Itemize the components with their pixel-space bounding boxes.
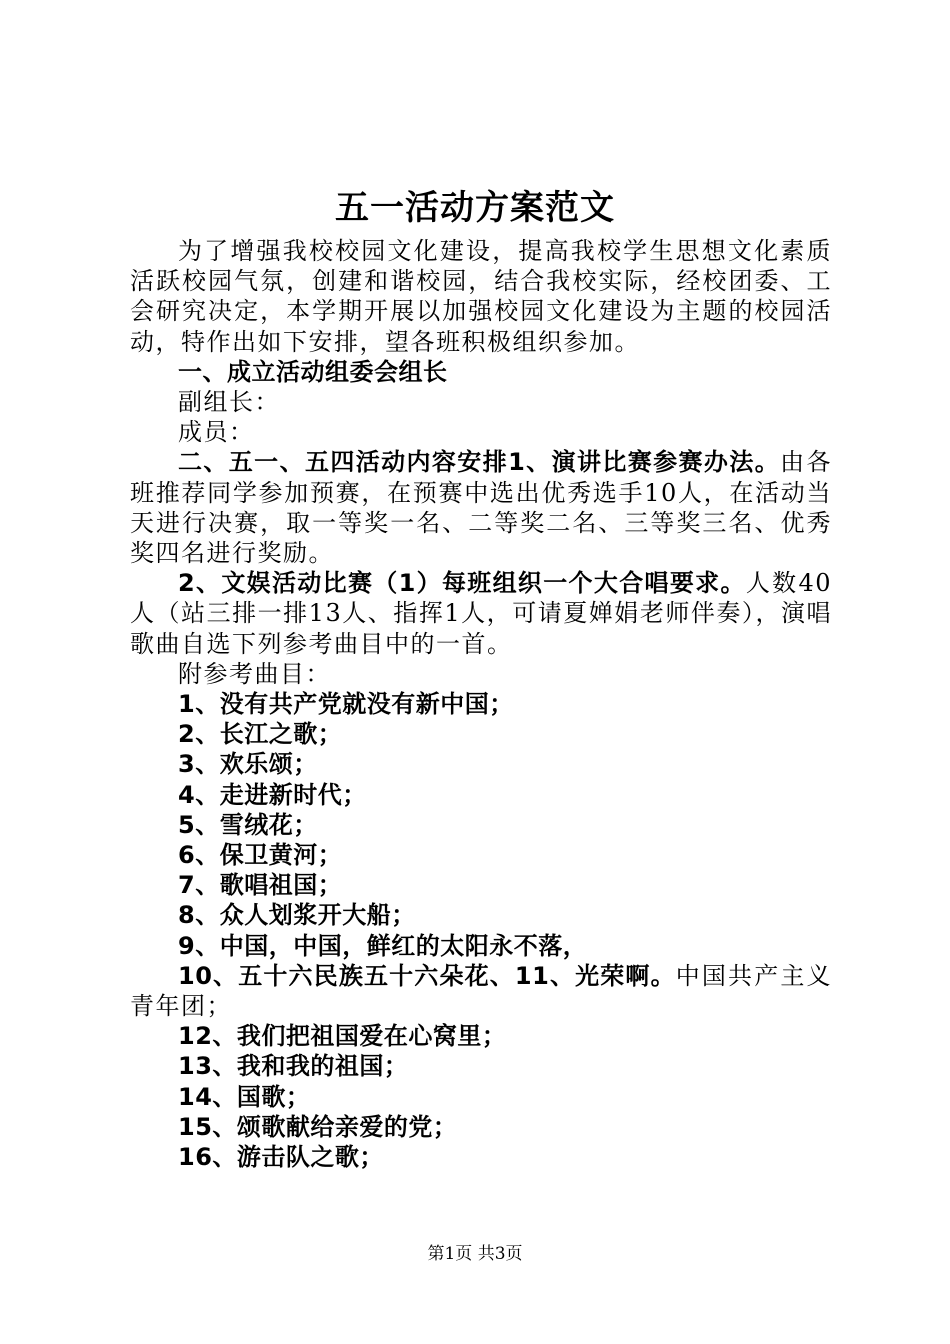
- song-item: 14、国歌；: [178, 1082, 311, 1111]
- section2-paragraph: [130, 447, 832, 568]
- songs-label: 附参考曲目：: [178, 659, 331, 688]
- document-title: 五一活动方案范文: [335, 188, 615, 228]
- song-item: 16、游击队之歌；: [178, 1143, 384, 1172]
- song-item: 15、颂歌献给亲爱的党；: [178, 1112, 458, 1141]
- section1-heading: 一、成立活动组委会组长: [178, 357, 448, 386]
- song-item: 9、中国，中国，鲜红的太阳永不落，: [178, 931, 588, 960]
- song-item: 12、我们把祖国爱在心窝里；: [178, 1022, 507, 1051]
- song10-rest: 中国共产主义青年团；: [130, 961, 833, 1021]
- section2-text: 由各班推荐同学参加预赛，在预赛中选出优秀选手10人，在活动当天进行决赛，取一等奖一名、二等奖二名、三等奖三名、优秀奖四名进行奖励。: [130, 448, 833, 568]
- members-line: 成员：: [178, 418, 255, 447]
- song-item: 13、我和我的祖国；: [178, 1052, 409, 1081]
- song10-paragraph: [130, 961, 832, 1021]
- song-item: 6、保卫黄河；: [178, 841, 343, 870]
- song10-bold: 10、五十六民族五十六朵花、11、光荣啊。: [178, 961, 676, 990]
- song-list-continued: [130, 1021, 832, 1172]
- song-item: 8、众人划浆开大船；: [178, 901, 416, 930]
- song-item: 1、没有共产党就没有新中国；: [178, 690, 514, 719]
- song-item: 3、欢乐颂；: [178, 750, 318, 779]
- intro-paragraph: 为了增强我校校园文化建设，提高我校学生思想文化素质活跃校园气氛，创建和谐校园，结合我校实际，经校团委、工会研究决定，本学期开展以加强校园文化建设为主题的校园活动，特作出如下安排，望各班积极组织参加。: [130, 237, 832, 356]
- song-item: 2、长江之歌；: [178, 720, 343, 749]
- item2-text: 人数40人（站三排一排13人、指挥1人，可请夏婵娟老师伴奏），演唱歌曲自选下列参考曲目中的一首。: [130, 569, 832, 658]
- item2-paragraph: [130, 568, 832, 659]
- song-item: 5、雪绒花；: [178, 810, 318, 839]
- page-footer: 第1页 共3页: [427, 1244, 523, 1264]
- section2-heading: 二、五一、五四活动内容安排1、演讲比赛参赛办法。: [178, 448, 781, 477]
- item2-heading: 2、文娱活动比赛（1）每班组织一个大合唱要求。: [178, 569, 746, 598]
- deputy-leader-line: 副组长：: [178, 388, 280, 417]
- song-item: 4、走进新时代；: [178, 780, 367, 809]
- document-body: [130, 236, 832, 1172]
- song-item: 7、歌唱祖国；: [178, 871, 343, 900]
- song-list: [130, 689, 832, 961]
